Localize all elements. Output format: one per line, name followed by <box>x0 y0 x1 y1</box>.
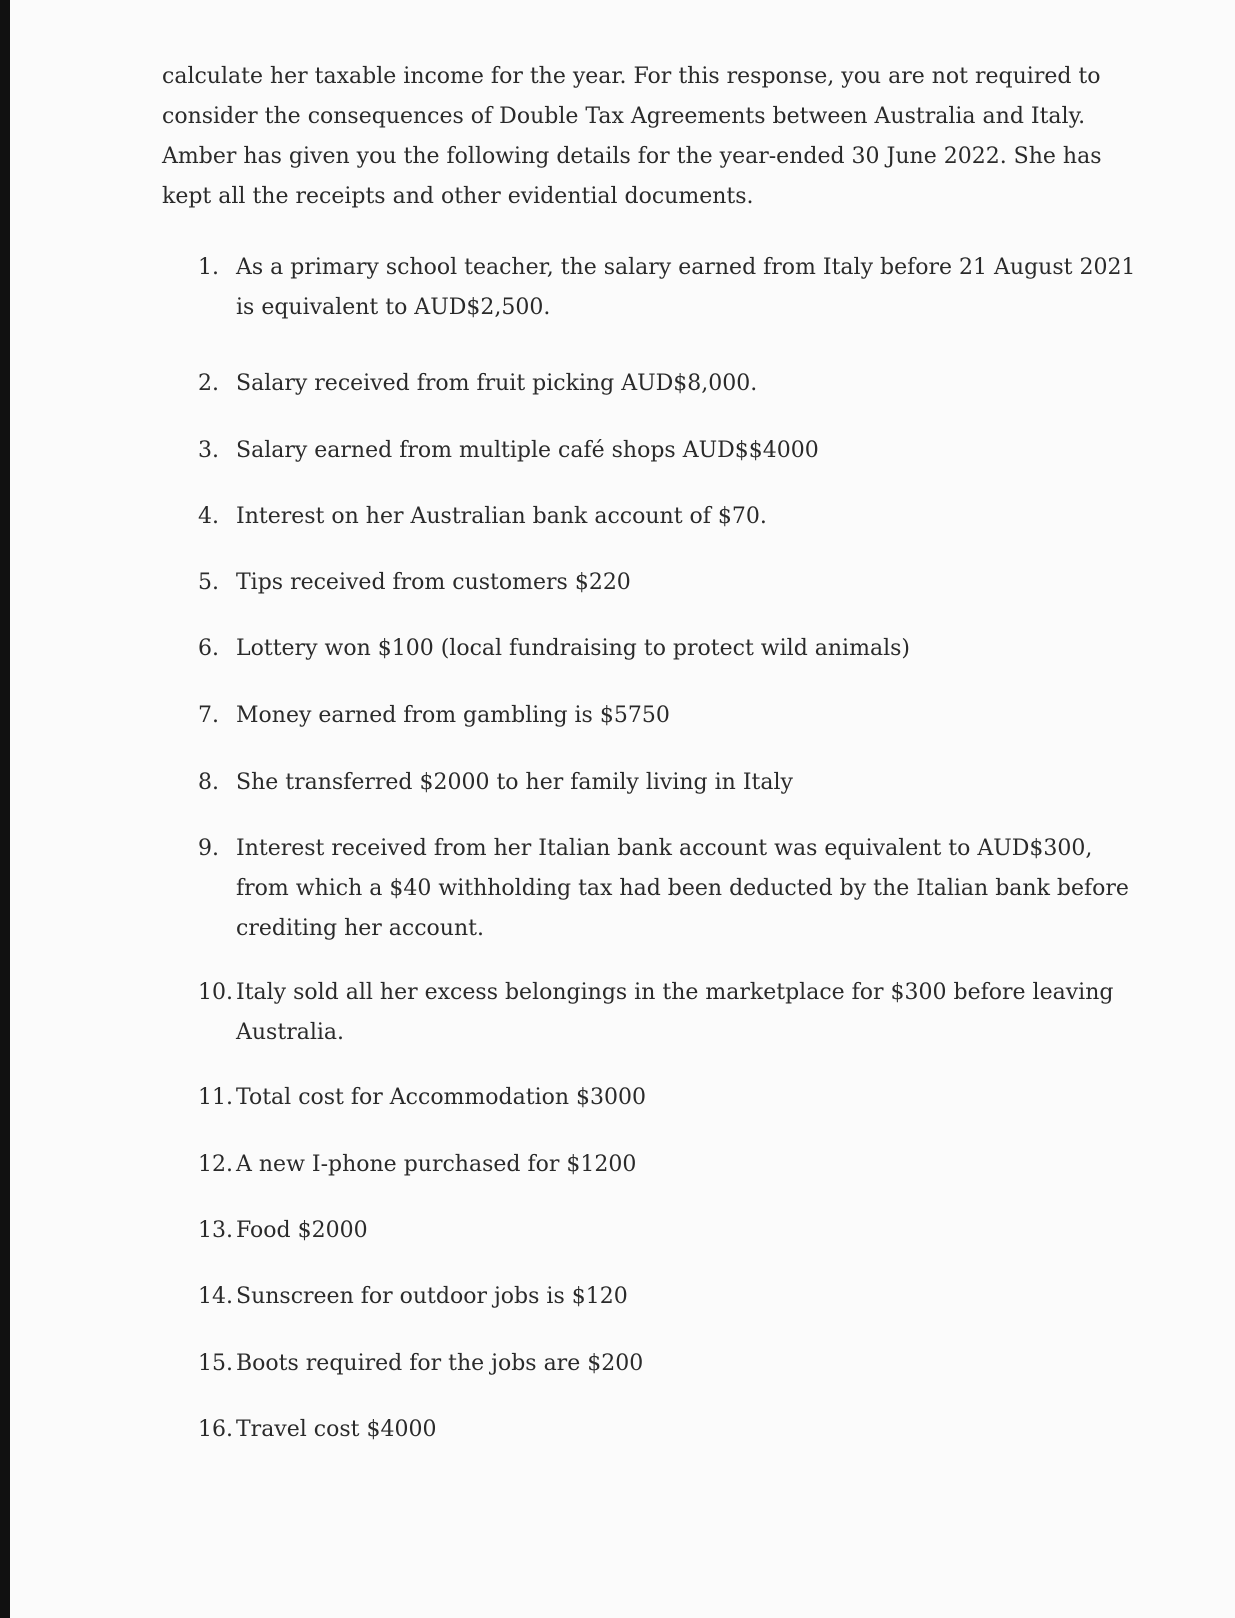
list-item-10 <box>198 973 1138 1053</box>
list-item-number: 2. <box>198 371 219 396</box>
list-item-number: 1. <box>198 255 219 280</box>
list-item-number: 10. <box>198 980 233 1005</box>
list-item-9 <box>198 829 1138 949</box>
list-item-text: Travel cost $4000 <box>236 1417 437 1442</box>
list-item-text: Interest received from her Italian bank account was equivalent to AUD$300, <box>236 836 1093 861</box>
list-item-7 <box>198 696 1138 736</box>
intro-line: consider the consequences of Double Tax Agreements between Australia and Italy. <box>162 104 1086 129</box>
list-item-number: 12. <box>198 1152 233 1177</box>
list-item-5 <box>198 563 1138 603</box>
list-item-text: Money earned from gambling is $5750 <box>236 703 670 728</box>
list-item-text: Tips received from customers $220 <box>236 570 631 595</box>
list-item-14 <box>198 1277 1138 1317</box>
list-item-6 <box>198 629 1138 669</box>
list-item-text: Sunscreen for outdoor jobs is $120 <box>236 1284 628 1309</box>
list-item-text: Italy sold all her excess belongings in the marketplace for $300 before leaving <box>236 980 1114 1005</box>
list-item-8 <box>198 763 1138 803</box>
list-item-text: Total cost for Accommodation $3000 <box>236 1085 646 1110</box>
list-item-3 <box>198 431 1138 471</box>
list-item-number: 14. <box>198 1284 233 1309</box>
list-item-number: 11. <box>198 1085 233 1110</box>
list-item-12 <box>198 1145 1138 1185</box>
list-item-16 <box>198 1410 1138 1450</box>
list-item-text: She transferred $2000 to her family living in Italy <box>236 770 793 795</box>
list-item-number: 6. <box>198 636 219 661</box>
list-item-text: from which a $40 withholding tax had been deducted by the Italian bank before <box>236 876 1129 901</box>
intro-line: kept all the receipts and other evidential documents. <box>162 184 754 209</box>
list-item-text: Salary earned from multiple café shops AUD$$4000 <box>236 438 819 463</box>
list-item-number: 7. <box>198 703 219 728</box>
intro-paragraph <box>162 57 1162 217</box>
list-item-number: 8. <box>198 770 219 795</box>
list-item-text: is equivalent to AUD$2,500. <box>236 295 551 320</box>
list-item-4 <box>198 497 1138 537</box>
list-item-text: Food $2000 <box>236 1218 368 1243</box>
document-page <box>10 0 1235 1618</box>
list-item-1 <box>198 248 1138 328</box>
list-item-text: Australia. <box>236 1020 345 1045</box>
list-item-number: 13. <box>198 1218 233 1243</box>
list-item-text: Interest on her Australian bank account of $70. <box>236 504 767 529</box>
list-item-number: 5. <box>198 570 219 595</box>
list-item-text: crediting her account. <box>236 916 484 941</box>
list-item-number: 16. <box>198 1417 233 1442</box>
list-item-text: Boots required for the jobs are $200 <box>236 1351 644 1376</box>
intro-line: Amber has given you the following details for the year-ended 30 June 2022. She has <box>162 144 1102 169</box>
list-item-text: Salary received from fruit picking AUD$8,000. <box>236 371 758 396</box>
list-item-number: 4. <box>198 504 219 529</box>
list-item-2 <box>198 364 1138 404</box>
list-item-13 <box>198 1211 1138 1251</box>
list-item-text: A new I-phone purchased for $1200 <box>236 1152 637 1177</box>
list-item-number: 3. <box>198 438 219 463</box>
list-item-15 <box>198 1344 1138 1384</box>
list-item-number: 15. <box>198 1351 233 1376</box>
list-item-11 <box>198 1078 1138 1118</box>
list-item-number: 9. <box>198 836 219 861</box>
intro-line: calculate her taxable income for the year. For this response, you are not required to <box>162 64 1101 89</box>
list-item-text: As a primary school teacher, the salary earned from Italy before 21 August 2021 <box>236 255 1136 280</box>
list-item-text: Lottery won $100 (local fundraising to protect wild animals) <box>236 636 910 661</box>
